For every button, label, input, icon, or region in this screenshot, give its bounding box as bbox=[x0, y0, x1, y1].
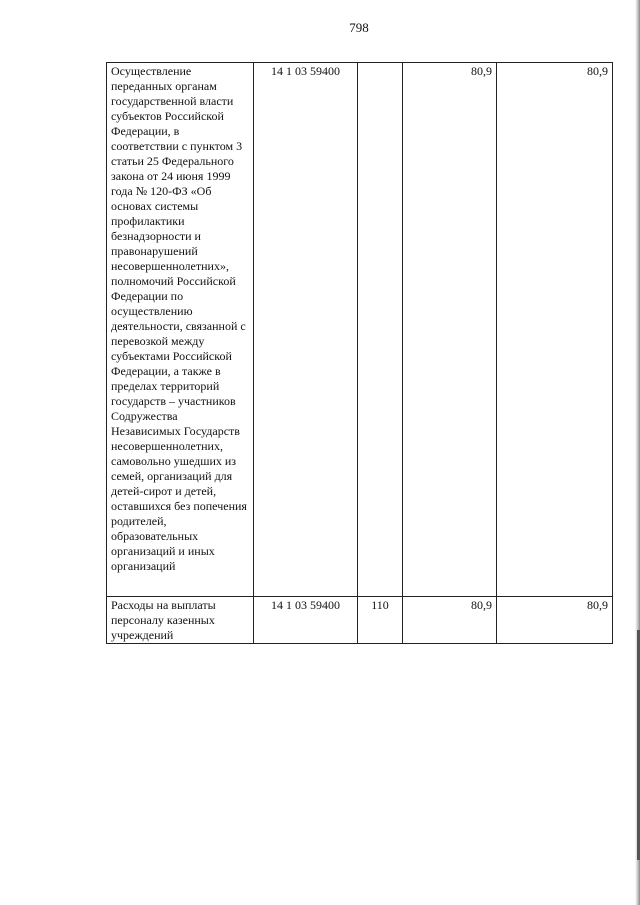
row-value-1-cell: 80,9 bbox=[403, 597, 497, 644]
table-row bbox=[107, 597, 613, 644]
row-expense-type-cell bbox=[358, 63, 403, 597]
row-name-cell: Осуществление переданных органам государственной власти субъектов Российской Федерации, в соответствии с пунктом 3 статьи 25 Федерального закона от 24 июня 1999 года № 120-ФЗ «Об основах системы профилактики безнадзорности и правонарушений несовершеннолетних», полномочий Российской Федерации по осуществлению деятельности, связанной с перевозкой между субъектами Российской Федерации, а также в пределах территорий государств – участников Содружества Независимых Государств несовершеннолетних, самовольно ушедших из семей, организаций для детей-сирот и детей, оставшихся без попечения родителей, образовательных организаций и иных организаций bbox=[107, 63, 254, 597]
row-value-1-cell: 80,9 bbox=[403, 63, 497, 597]
row-name-cell: Расходы на выплаты персоналу казенных учреждений bbox=[107, 597, 254, 644]
row-code-cell: 14 1 03 59400 bbox=[254, 63, 358, 597]
page-number: 798 bbox=[349, 20, 369, 35]
row-code-cell: 14 1 03 59400 bbox=[254, 597, 358, 644]
budget-table bbox=[106, 62, 613, 644]
row-expense-type-cell: 110 bbox=[358, 597, 403, 644]
row-value-2-cell: 80,9 bbox=[497, 597, 613, 644]
table-row bbox=[107, 63, 613, 597]
row-value-2-cell: 80,9 bbox=[497, 63, 613, 597]
